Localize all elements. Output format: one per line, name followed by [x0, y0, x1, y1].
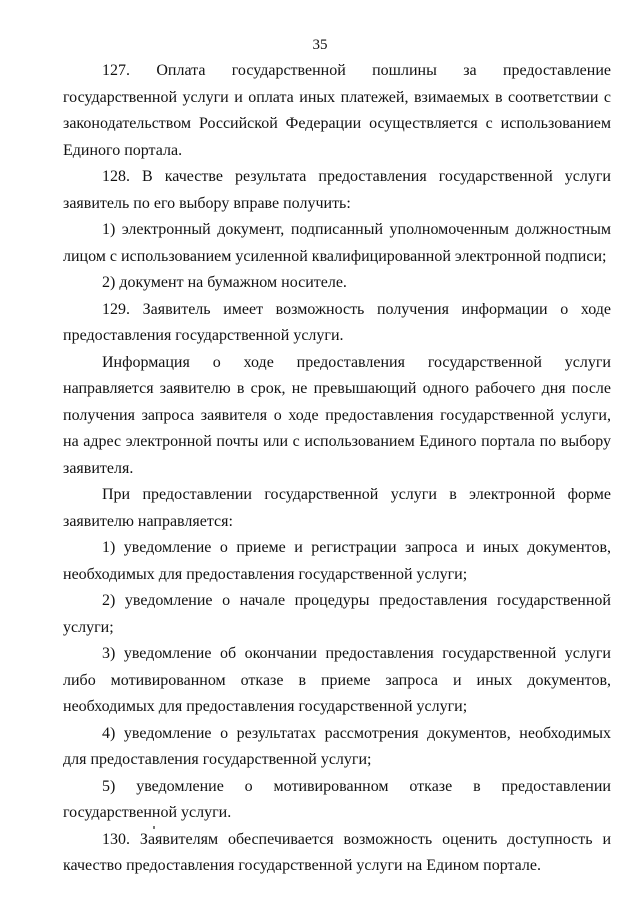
page-number: 35 [312, 37, 328, 53]
notification-item-1: 1) уведомление о приеме и регистрации запроса и иных документов, необходимых для предоставления государственной услуги; [63, 539, 611, 583]
paragraph-128-item-2: 2) документ на бумажном носителе. [102, 274, 347, 291]
paragraph-129-info: Информация о ходе предоставления государственной услуги направляется заявителю в срок, не превышающий одного рабочего дня после получения запроса заявителя о ходе предоставления государственной услуги, на адрес электронной почты или с использованием Единого портала по выбору заявителя. [63, 353, 611, 477]
notification-item-5: 5) уведомление о мотивированном отказе в предоставлении государственной услуги. [63, 777, 611, 821]
paragraph-128-item-1: 1) электронный документ, подписанный уполномоченным должностным лицом с использованием усиленной квалифицированной электронной подписи; [63, 221, 611, 265]
paragraph-127: 127. Оплата государственной пошлины за предоставление государственной услуги и оплата иных платежей, взимаемых в соответствии с законодательством Российской Федерации осуществляется с использованием Единого портала. [63, 62, 611, 159]
notification-item-2: 2) уведомление о начале процедуры предоставления государственной услуги; [63, 592, 611, 636]
paragraph-electronic-notifications: При предоставлении государственной услуги в электронной форме заявителю направляется: [63, 486, 611, 530]
paragraph-130: 130. Заявителям обеспечивается возможность оценить доступность и качество предоставления государственной услуги на Едином портале. [63, 830, 611, 874]
paragraph-129: 129. Заявитель имеет возможность получения информации о ходе предоставления государственной услуги. [63, 300, 611, 344]
scan-dot-mark [153, 826, 155, 829]
notification-item-3: 3) уведомление об окончании предоставления государственной услуги либо мотивированном отказе в приеме запроса и иных документов, необходимых для предоставления государственной услуги; [63, 645, 611, 715]
notification-item-4: 4) уведомление о результатах рассмотрения документов, необходимых для предоставления государственной услуги; [63, 724, 611, 768]
paragraph-128: 128. В качестве результата предоставления государственной услуги заявитель по его выбору вправе получить: [63, 168, 611, 212]
document-body [63, 58, 611, 880]
